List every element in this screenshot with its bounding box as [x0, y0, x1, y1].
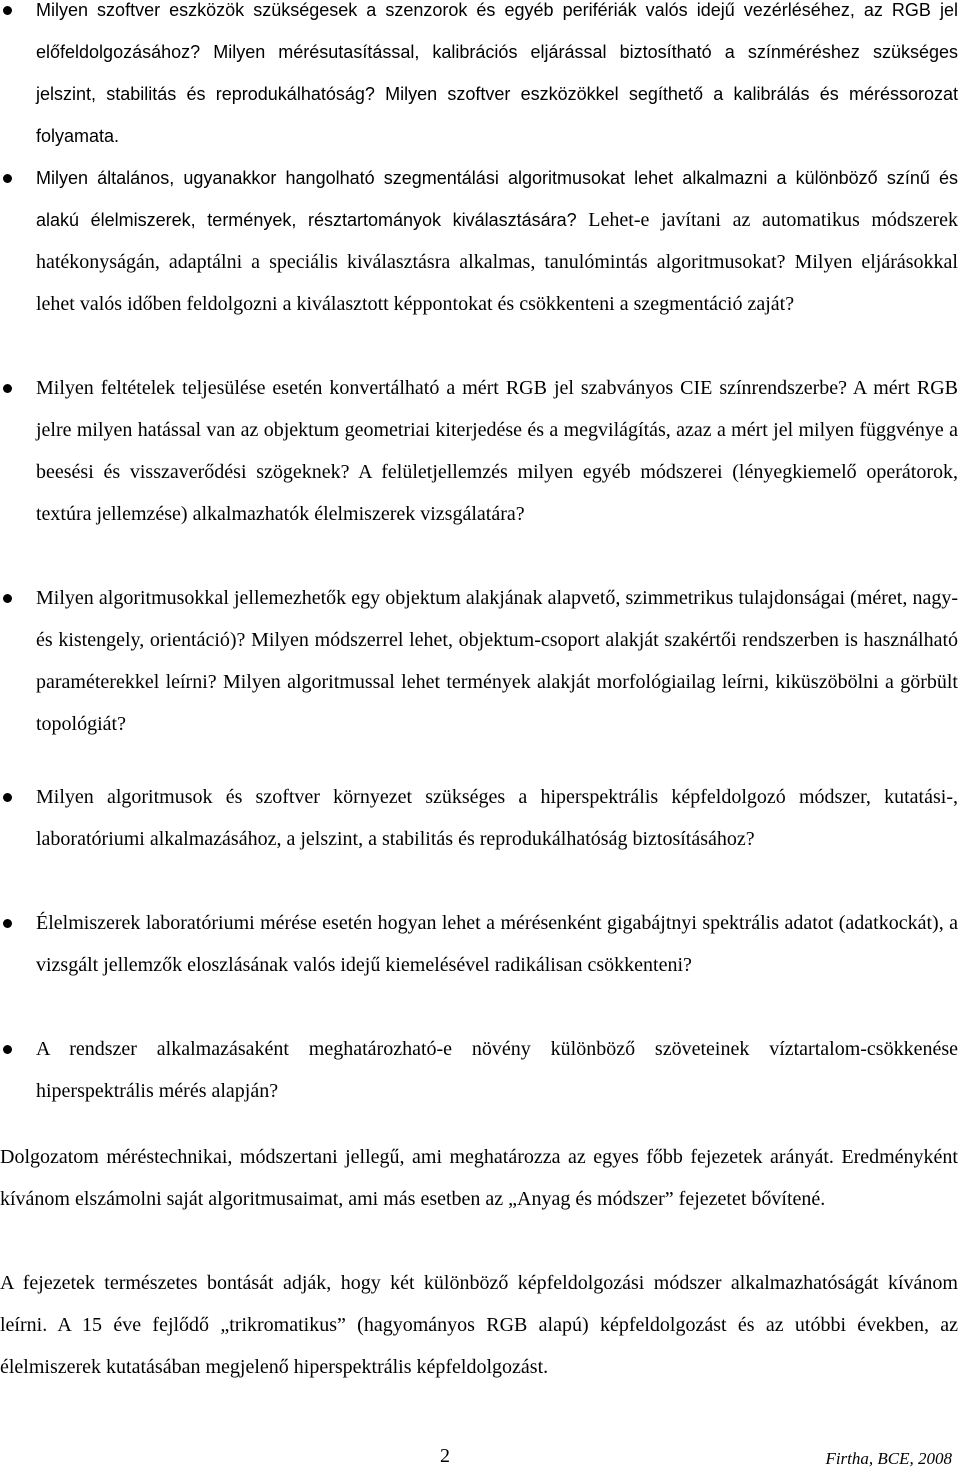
bullet-icon	[3, 594, 12, 603]
footer-author: Firtha, BCE, 2008	[825, 1449, 952, 1468]
list-item	[0, 367, 958, 577]
bullet-text: Milyen algoritmusokkal jellemezhetők egy objektum alakjának alapvető, szimmetrikus tulajdonságai (méret, nagy- és kistengely, orientáció)? Milyen módszerrel lehet, objektum-csoport alakját szakértői rendszerben is használható paraméterekkel leírni? Milyen algoritmussal lehet termények alakját morfológiailag leírni, kiküszöbölni a görbült topológiát?	[36, 587, 958, 735]
bullet-icon	[3, 384, 12, 393]
bullet-text-sans: Milyen szoftver eszközök szükségesek a szenzorok és egyéb perifériák valós idejű vezérléséhez, az RGB jel előfeldolgozásához? Milyen mérésutasítással, kalibrációs eljárással biztosítható a színméréshez szükséges jelszint, stabilitás és reprodukálhatóság? Milyen szoftver eszközökkel segíthető a kalibrálás és méréssorozat folyamata.	[36, 0, 958, 146]
bullet-list-bottom	[0, 776, 958, 1112]
bullet-icon	[3, 793, 12, 802]
bullet-text: Milyen algoritmusok és szoftver környezet szükséges a hiperspektrális képfeldolgozó módszer, kutatási-, laboratóriumi alkalmazásához, a jelszint, a stabilitás és reprodukálhatóság biztosításához?	[36, 786, 958, 850]
bullet-text: A rendszer alkalmazásaként meghatározható-e növény különböző szöveteinek víztartalom-csökkenése hiperspektrális mérés alapján?	[36, 1038, 958, 1102]
bullet-text-sans: Milyen általános, ugyanakkor hangolható szegmentálási algoritmusokat lehet alkalmazni a különböző színű és alakú élelmiszerek, termények, résztartományok kiválasztására?	[36, 168, 958, 230]
bullet-text: Milyen feltételek teljesülése esetén konvertálható a mért RGB jel szabványos CIE színrendszerbe? A mért RGB jelre milyen hatással van az objektum geometriai kiterjedése és a megvilágítás, azaz a mért jel milyen függvénye a beesési és visszaverődési szögeknek? A felületjellemzés milyen egyéb módszerei (lényegkiemelő operátorok, textúra jellemzése) alkalmazhatók élelmiszerek vizsgálatára?	[36, 377, 958, 525]
list-item	[0, 577, 958, 745]
bullet-icon	[3, 919, 12, 928]
body-paragraph: A fejezetek természetes bontását adják, hogy két különböző képfeldolgozási módszer alkalmazhatóságát kívánom leírni. A 15 éve fejlődő „trikromatikus” (hagyományos RGB alapú) képfeldolgozást és az utóbbi években, az élelmiszerek kutatásában megjelenő hiperspektrális képfeldolgozást.	[0, 1272, 958, 1378]
body-paragraph: Dolgozatom méréstechnikai, módszertani jellegű, ami meghatározza az egyes főbb fejezetek arányát. Eredményként kívánom elszámolni saját algoritmusaimat, ami más esetben az „Anyag és módszer” fejezetet bővítené.	[0, 1146, 958, 1210]
bullet-text	[36, 0, 958, 157]
bullet-text-serif: Lehet-e javítani az automatikus módszerek hatékonyságán, adaptálni a speciális kiválasztásra alkalmas, tanulómintás algoritmusokat? Milyen eljárásokkal lehet valós időben feldolgozni a kiválasztott képpontokat és csökkenteni a szegmentáció zaját?	[36, 209, 958, 315]
bullet-text	[36, 157, 958, 325]
list-item	[0, 902, 958, 1028]
bullet-icon	[3, 174, 12, 183]
bullet-icon	[3, 1045, 12, 1054]
list-item	[0, 0, 958, 157]
bullet-icon	[3, 6, 12, 15]
page-number: 2	[440, 1445, 450, 1467]
list-item	[0, 1028, 958, 1112]
list-item	[0, 776, 958, 902]
list-item	[0, 157, 958, 367]
bullet-text: Élelmiszerek laboratóriumi mérése esetén hogyan lehet a mérésenként gigabájtnyi spektrális adatot (adatkockát), a vizsgált jellemzők eloszlásának valós idejű kiemelésével radikálisan csökkenteni?	[36, 912, 958, 976]
